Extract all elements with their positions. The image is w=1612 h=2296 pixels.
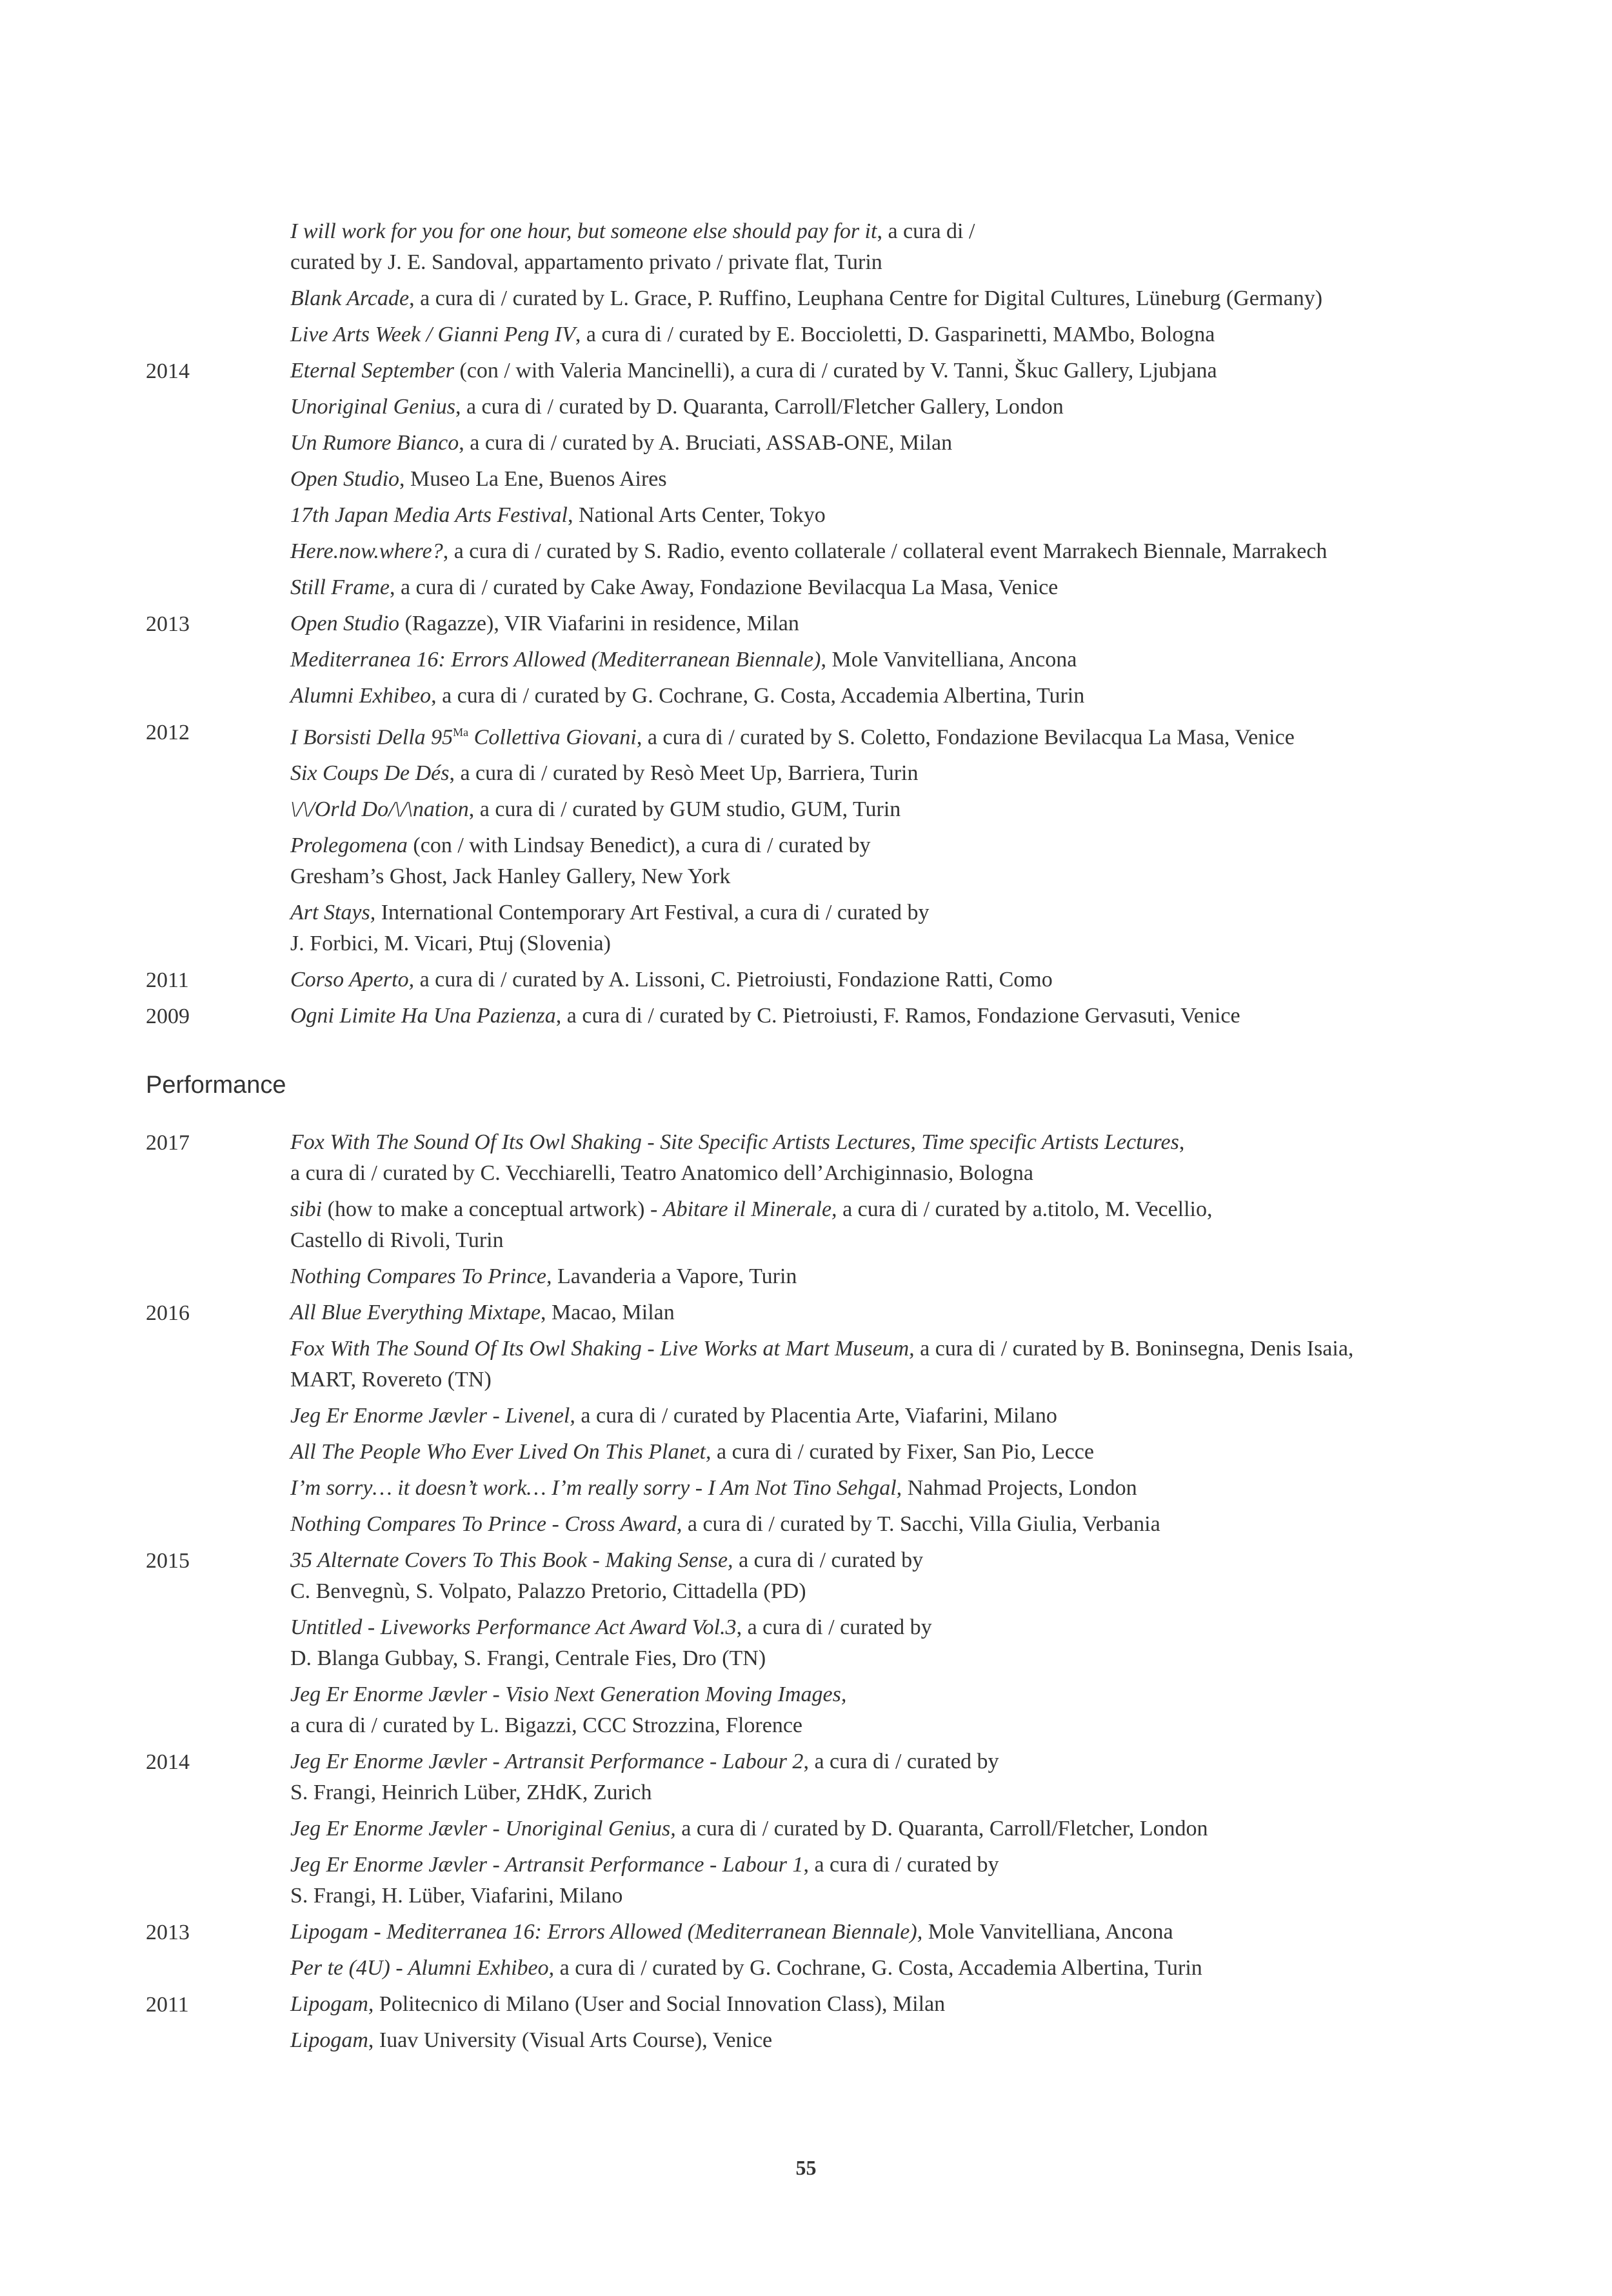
cv-entry	[290, 644, 1552, 675]
entry-details: , a cura di / curated by E. Bocciolett​i, D. Gasparinetti, MAMbo, Bologna	[575, 323, 1215, 346]
entry-title: All Blue Everything Mixtape	[290, 1301, 541, 1324]
cv-entry	[290, 355, 1552, 386]
entry-title: 17th Japan Media Arts Festival	[290, 503, 568, 527]
cv-entry	[290, 1437, 1552, 1468]
entry-title: Lipogam	[290, 2028, 368, 2052]
entry-details: , a cura di / curated by C. Pietroiusti, F. Ramos, Fondazione Gervasuti, Venice	[555, 1004, 1240, 1028]
entry-details: a cura di / curated by D. Quaranta, Carroll/Fletcher, London	[675, 1817, 1208, 1841]
entry-title: Live Arts Week / Gianni Peng IV	[290, 323, 575, 346]
cv-entry	[290, 758, 1552, 789]
cv-entry	[290, 536, 1552, 567]
entry-details: , Macao, Milan	[541, 1301, 675, 1324]
cv-entry	[290, 1401, 1552, 1432]
year-label: 2011	[146, 968, 189, 993]
cv-entry	[290, 1989, 1552, 2020]
entry-details: , a cura di / curated by S. Coletto, Fondazione Bevilacqua La Masa, Venice	[636, 725, 1295, 750]
entry-details: Mole Vanvitelliana, Ancona	[922, 1920, 1173, 1944]
year-group	[146, 717, 1552, 964]
entry-details: , a cura di / curated by Cake Away, Fondazione Bevilacqua La Masa, Venice	[389, 575, 1059, 599]
entry-details: Lavanderia a Vapore, Turin	[552, 1264, 797, 1288]
cv-entry	[290, 897, 1552, 959]
entry-details: (Ragazze), VIR Viafarini in residence, Milan	[399, 612, 799, 635]
entry-details: , Iuav University (Visual Arts Course), Venice	[368, 2028, 773, 2052]
entry-title: Ogni Limite Ha Una Pazienza	[290, 1004, 556, 1028]
entry-details: , a cura di / curated by S. Frangi, Heinrich Lüber, ZHdK, Zurich	[290, 1750, 999, 1804]
cv-entry	[290, 1001, 1552, 1032]
cv-entry	[290, 1509, 1552, 1540]
cv-entry	[290, 392, 1552, 423]
cv-entry	[290, 1679, 1552, 1741]
entry-title: Eternal September	[290, 359, 454, 383]
page-number: 55	[795, 2156, 817, 2179]
cv-entry	[290, 1813, 1552, 1844]
year-group	[146, 1127, 1552, 1297]
entry-title: Unoriginal Genius	[290, 395, 455, 419]
entry-details: a cura di / curated by a.titolo, M. Vecellio, Castello di Rivoli, Turin	[290, 1197, 1213, 1252]
entry-title: Fox With The Sound Of Its Owl Shaking - Site Specific Artists Lectures, Time specific Artists Lectures	[290, 1130, 1179, 1154]
year-group	[146, 1545, 1552, 1746]
cv-entry	[290, 283, 1552, 314]
year-label: 2014	[146, 359, 190, 383]
entry-title: Abitare il Minerale,	[662, 1197, 837, 1221]
entry-title: All The People Who Ever Lived On This Planet,	[290, 1440, 711, 1464]
entry-title: Untitled - Liveworks Performance Act Award Vol.3	[290, 1615, 737, 1639]
year-group	[146, 1001, 1552, 1037]
entry-title: Lipogam - Mediterranea 16: Errors Allowed (Mediterranean Biennale),	[290, 1920, 923, 1944]
year-group	[146, 1297, 1552, 1545]
cv-entry	[290, 681, 1552, 712]
cv-entry	[290, 1261, 1552, 1292]
cv-entry	[290, 1333, 1552, 1395]
entry-details: a cura di / curated by Fixer, San Pio, Lecce	[711, 1440, 1094, 1464]
entry-title: Open Studio	[290, 467, 400, 491]
entry-title: Alumni Exhibeo	[290, 684, 432, 708]
entry-title: Un Rumore Bianco	[290, 431, 459, 455]
cv-entry	[290, 1850, 1552, 1912]
entry-title: Prolegomena	[290, 834, 408, 858]
year-label: 2014	[146, 1750, 190, 1774]
entry-details: , a cura di / curated by J. E. Sandoval, appartamento privato / private flat, Turin	[290, 219, 975, 274]
entry-title: I will work for you for one hour, but someone else should pay for it	[290, 219, 877, 243]
year-label: 2013	[146, 612, 190, 636]
entry-title: Still Frame	[290, 575, 390, 599]
entry-details: a cura di / curated by B. Boninsegna, Denis Isaia, MART, Rovereto (TN)	[290, 1337, 1354, 1392]
entry-title: Jeg Er Enorme Jævler - Artransit Performance - Labour 1	[290, 1853, 804, 1877]
entry-title: Fox With The Sound Of Its Owl Shaking - Live Works at Mart Museum,	[290, 1337, 915, 1361]
cv-entry	[290, 1746, 1552, 1808]
cv-entry	[290, 1194, 1552, 1256]
cv-entry	[290, 717, 1552, 753]
year-group	[146, 216, 1552, 355]
cv-entry	[290, 500, 1552, 531]
entry-details: a cura di / curated by L. Bigazzi, CCC Strozzina, Florence	[290, 1713, 803, 1737]
entry-title: Art Stays,	[290, 901, 376, 925]
year-group	[146, 608, 1552, 717]
year-label: 2017	[146, 1131, 190, 1155]
entry-title: Per te (4U) - Alumni Exhibeo,	[290, 1956, 555, 1980]
entry-details: , a cura di / curated by D. Quaranta, Carroll/Fletcher Gallery, London	[455, 395, 1064, 419]
entry-details: , a cura di / curated by A. Bruciati, ASSAB-ONE, Milan	[459, 431, 953, 455]
cv-entry	[290, 964, 1552, 995]
cv-entry	[290, 1545, 1552, 1607]
entry-details: a cura di / curated by T. Sacchi, Villa Giulia, Verbania	[682, 1512, 1160, 1536]
year-group	[146, 1989, 1552, 2061]
entry-title: \/\/Orld Do/\/\nation	[290, 797, 469, 822]
cv-entry	[290, 2025, 1552, 2056]
cv-entry	[290, 319, 1552, 350]
cv-entry	[290, 1612, 1552, 1674]
cv-entry	[290, 830, 1552, 892]
entry-title: Lipogam,	[290, 1992, 374, 2016]
entry-details: Politecnico di Milano (User and Social Innovation Class), Milan	[373, 1992, 946, 2016]
performance-heading: Performance	[146, 1072, 286, 1099]
entry-details: , Mole Vanvitelliana, Ancona	[821, 648, 1077, 672]
entry-details: a cura di / curated by C. Benvegnù, S. Volpato, Palazzo Pretorio, Cittadella (PD)	[290, 1548, 924, 1603]
entry-details: , National Arts Center, Tokyo	[567, 503, 826, 527]
entry-details: , a cura di / curated by Resò Meet Up, Barriera, Turin	[449, 761, 919, 786]
year-group	[146, 1746, 1552, 1917]
cv-entry	[290, 1953, 1552, 1984]
entry-title: Collettiva Giovani	[468, 725, 637, 750]
entry-details: , a cura di / curated by GUM studio, GUM, Turin	[468, 797, 901, 822]
entry-title: Corso Aperto,	[290, 968, 415, 992]
year-label	[146, 216, 290, 248]
performance-list	[146, 1127, 1552, 2061]
entry-details: , a cura di / curated by S. Radio, evento collaterale / collateral event Marrakech Biennale, Marrakech	[443, 539, 1328, 563]
entry-superscript: Ma	[453, 726, 469, 739]
entry-details: , a cura di / curated by C. Vecchiarelli, Teatro Anatomico dell’Archiginnasio, Bologna	[290, 1130, 1185, 1185]
entry-title: Jeg Er Enorme Jævler - Unoriginal Genius,	[290, 1817, 676, 1841]
entry-title: Six Coups De Dés	[290, 761, 450, 786]
entry-details: (how to make a conceptual artwork) -	[322, 1197, 663, 1221]
entry-title: Nothing Compares To Prince,	[290, 1264, 552, 1288]
entry-details: , a cura di / curated by S. Frangi, H. Lüber, Viafarini, Milano	[290, 1853, 999, 1908]
cv-entry	[290, 464, 1552, 495]
cv-entry	[290, 572, 1552, 603]
entry-details: (con / with Lindsay Benedict), a cura di / curated by Gresham’s Ghost, Jack Hanley Gallery, New York	[290, 834, 871, 889]
entry-details: International Contemporary Art Festival, a cura di / curated by J. Forbici, M. Vicari, Ptuj (Slovenia)	[290, 901, 930, 956]
entry-details: a cura di / curated by G. Cochrane, G. Costa, Accademia Albertina, Turin	[554, 1956, 1202, 1980]
year-label: 2016	[146, 1301, 190, 1325]
entry-title: Jeg Er Enorme Jævler - Artransit Performance - Labour 2	[290, 1750, 804, 1773]
entry-title: Jeg Er Enorme Jævler - Visio Next Generation Moving Images,	[290, 1682, 847, 1706]
year-group	[146, 1917, 1552, 1989]
entry-title: Mediterranea 16: Errors Allowed (Mediterranean Biennale)	[290, 648, 821, 672]
cv-entry	[290, 428, 1552, 459]
entry-details: , a cura di / curated by G. Cochrane, G. Costa, Accademia Albertina, Turin	[431, 684, 1085, 708]
entry-title: Nothing Compares To Prince - Cross Award,	[290, 1512, 682, 1536]
entry-details: a cura di / curated by A. Lissoni, C. Pietroiusti, Fondazione Ratti, Como	[414, 968, 1053, 992]
cv-entry	[290, 1297, 1552, 1328]
entry-title: Open Studio	[290, 612, 400, 635]
entry-title: sibi	[290, 1197, 323, 1221]
year-label: 2015	[146, 1549, 190, 1573]
entry-details: Nahmad Projects, London	[902, 1476, 1137, 1500]
entry-details: a cura di / curated by Placentia Arte, Viafarini, Milano	[575, 1404, 1057, 1428]
year-label: 2011	[146, 1993, 189, 2017]
cv-entry	[290, 216, 1552, 278]
entry-title: Blank Arcade	[290, 286, 410, 310]
year-group	[146, 964, 1552, 1001]
cv-entry	[290, 1127, 1552, 1189]
year-label: 2013	[146, 1921, 190, 1944]
cv-entry	[290, 1917, 1552, 1948]
cv-entry	[290, 608, 1552, 639]
cv-entry	[290, 794, 1552, 825]
cv-entry	[290, 1473, 1552, 1504]
year-group	[146, 355, 1552, 608]
entry-details: (con / with Valeria Mancinelli), a cura di / curated by V. Tanni, Škuc Gallery, Ljubjana	[454, 359, 1217, 383]
entry-details: , Museo La Ene, Buenos Aires	[399, 467, 667, 491]
year-label: 2012	[146, 721, 190, 744]
entry-title: I Borsisti Della 95	[290, 725, 453, 750]
entry-details: , a cura di / curated by L. Grace, P. Ruffino, Leuphana Centre for Digital Cultures, Lüneburg (Germany)	[409, 286, 1323, 310]
year-label: 2009	[146, 1004, 190, 1029]
entry-title: I’m sorry… it doesn’t work… I’m really sorry - I Am Not Tino Sehgal,	[290, 1476, 902, 1500]
entry-title: 35 Alternate Covers To This Book - Making Sense,	[290, 1548, 733, 1572]
entry-title: Jeg Er Enorme Jævler - Livenel,	[290, 1404, 575, 1428]
exhibitions-list	[146, 216, 1552, 1037]
entry-title: Here.now.where?	[290, 539, 443, 563]
entry-details: , a cura di / curated by D. Blanga Gubbay, S. Frangi, Centrale Fies, Dro (TN)	[290, 1615, 932, 1670]
